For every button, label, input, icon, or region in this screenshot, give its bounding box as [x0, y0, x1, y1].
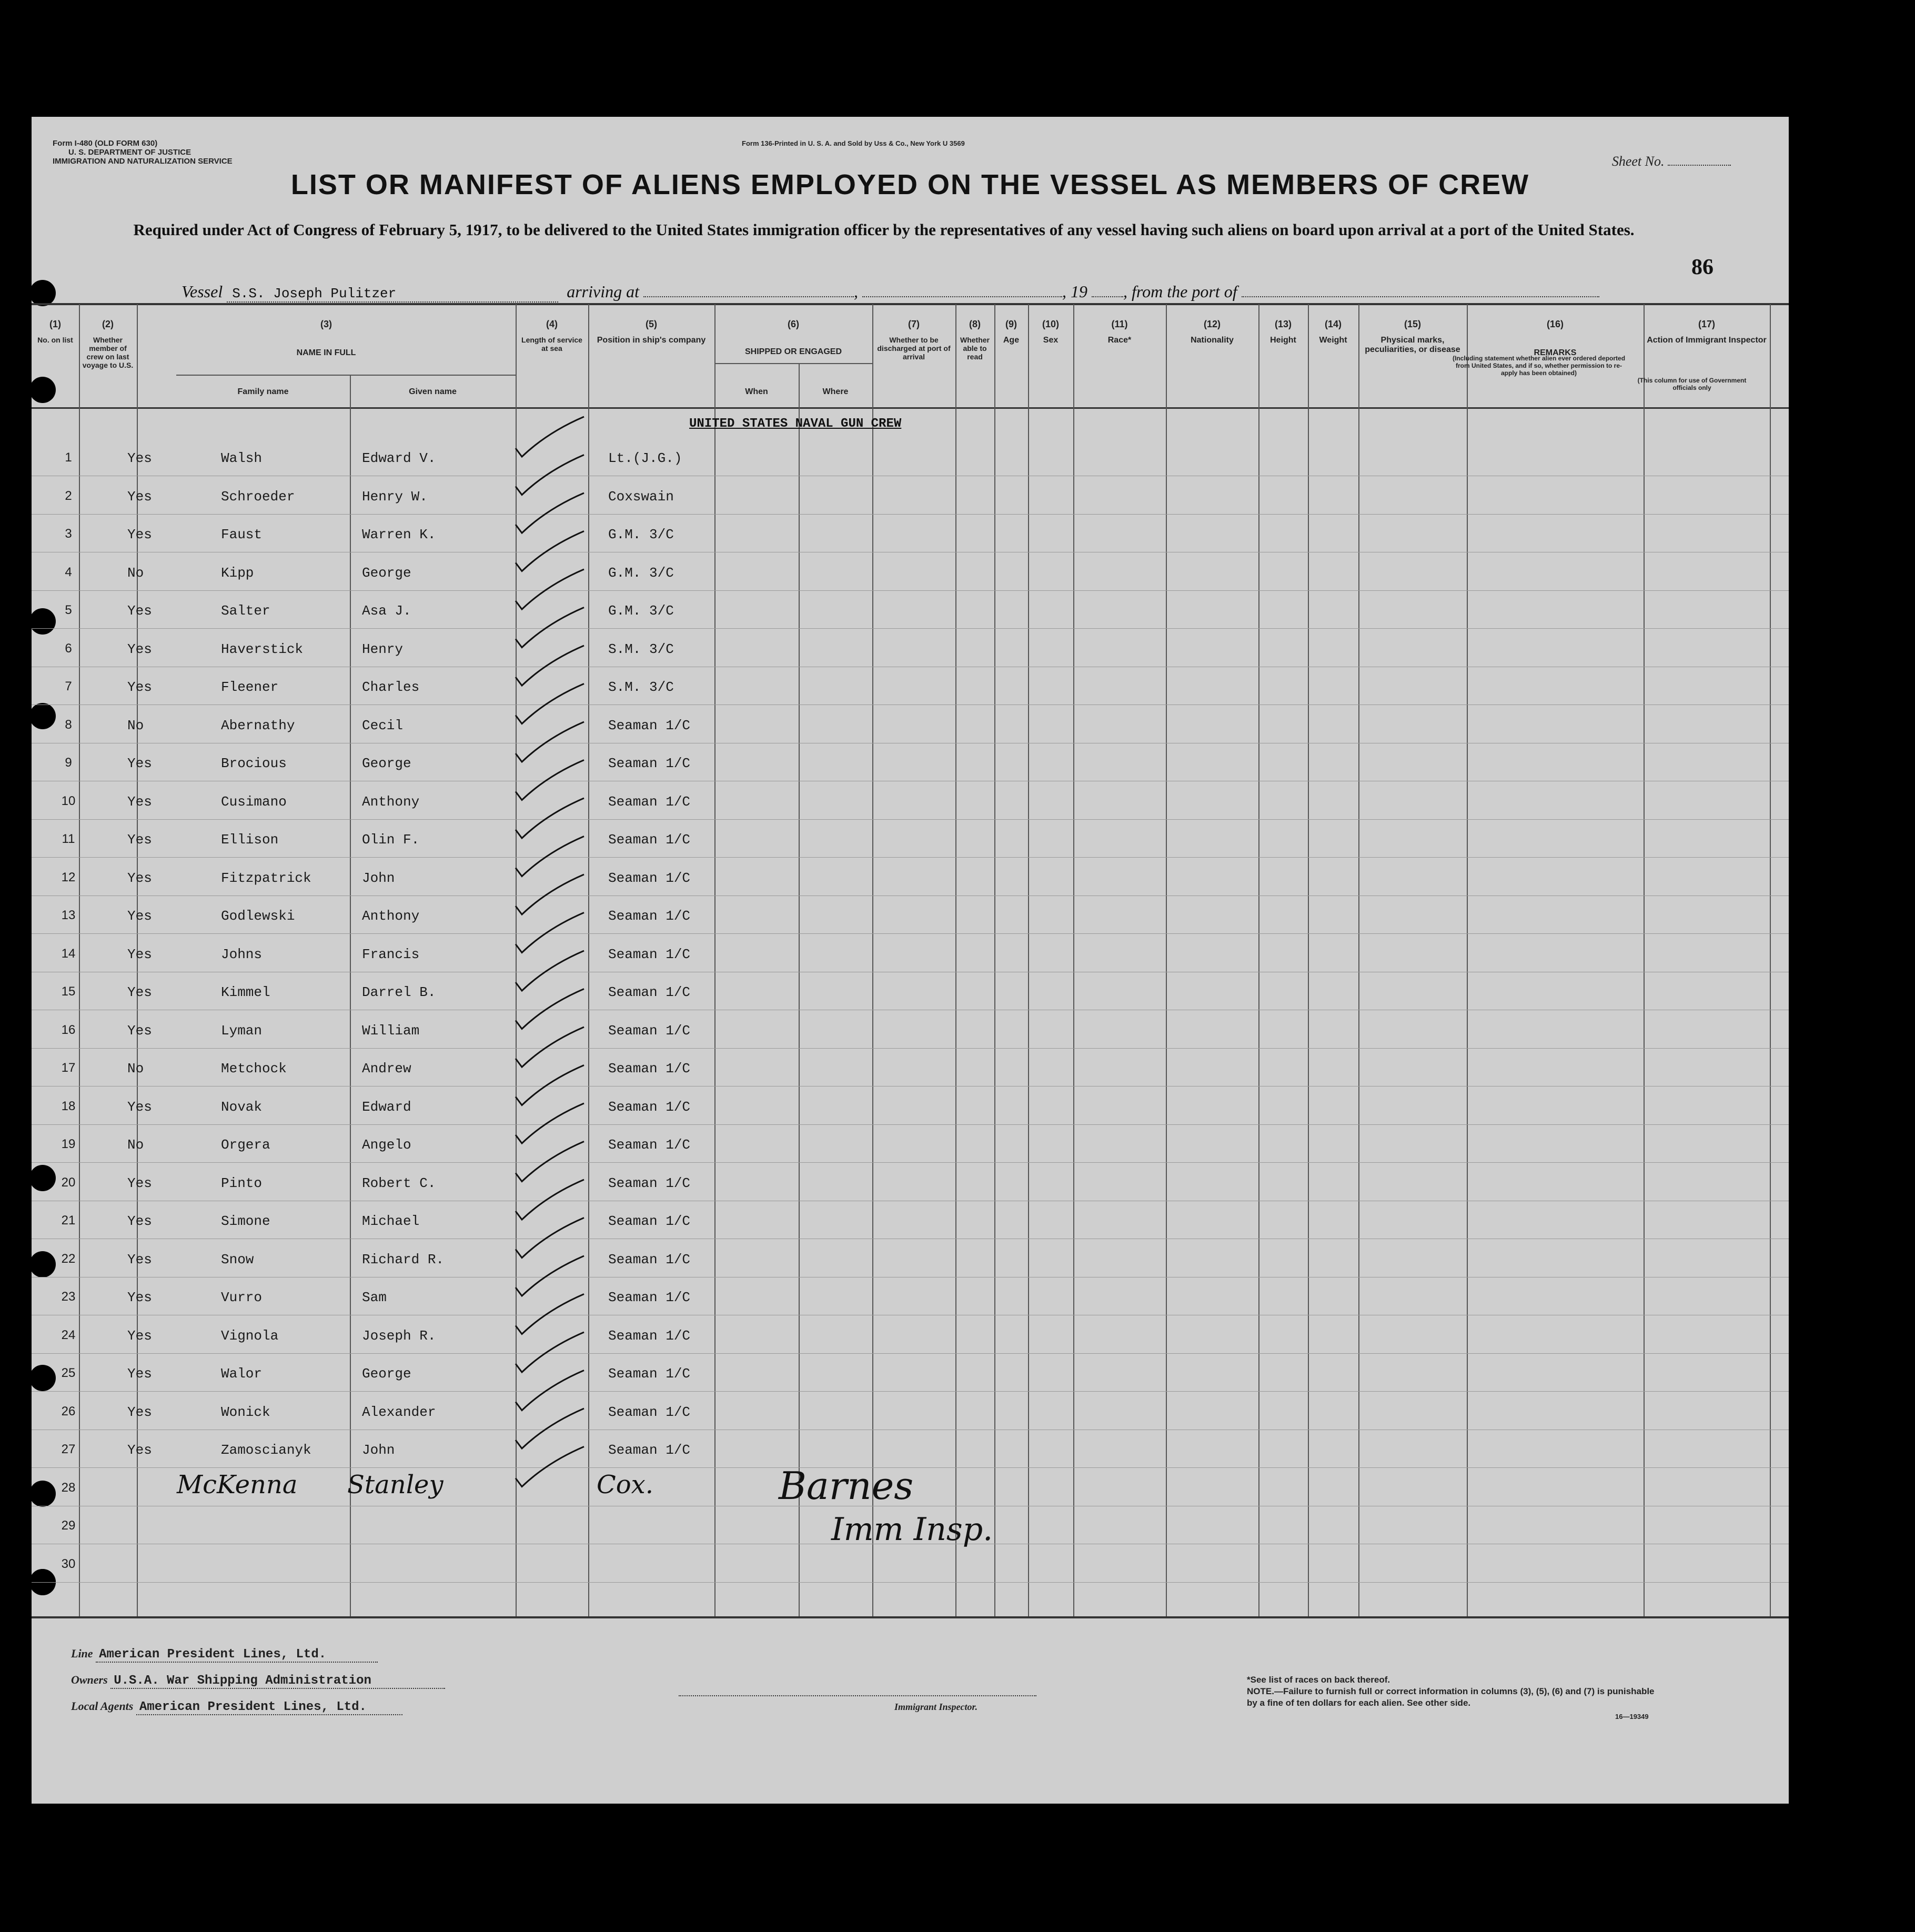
checkmark-icon — [516, 569, 584, 609]
family-name: Ellison — [221, 832, 279, 848]
row-number: 16 — [61, 1022, 76, 1037]
family-name: Kipp — [221, 565, 254, 581]
position: Cox. — [597, 1470, 653, 1500]
last-voyage-value: Yes — [127, 756, 152, 771]
row-number: 5 — [65, 603, 72, 617]
given-name: Henry — [362, 641, 404, 657]
given-name: Anthony — [362, 908, 420, 924]
row-number: 23 — [61, 1290, 76, 1304]
position: Seaman 1/C — [608, 1327, 691, 1344]
family-name: Abernathy — [221, 717, 295, 733]
checkmark-icon — [516, 684, 584, 724]
family-name: Zamoscianyk — [221, 1442, 311, 1458]
family-name: Lyman — [221, 1022, 263, 1039]
column-number: (12) — [1203, 319, 1221, 329]
position: Seaman 1/C — [608, 1404, 691, 1420]
crew-row — [32, 1545, 1789, 1584]
family-name: Novak — [221, 1099, 263, 1115]
column-number: (10) — [1042, 319, 1059, 329]
last-voyage-value: Yes — [127, 1290, 152, 1305]
column-header: NAME IN FULL — [296, 348, 356, 357]
agents-value: American President Lines, Ltd. — [136, 1700, 402, 1715]
given-name: Sam — [362, 1290, 387, 1305]
column-number: (4) — [546, 319, 558, 329]
position: Seaman 1/C — [608, 756, 691, 771]
position: Seaman 1/C — [608, 1061, 691, 1076]
crew-row — [32, 973, 1789, 1011]
given-name: Warren K. — [362, 527, 436, 542]
position: Seaman 1/C — [608, 832, 691, 848]
crew-row — [32, 554, 1789, 592]
column-header: Height — [1270, 336, 1296, 345]
page-number: 86 — [1691, 255, 1714, 279]
crew-row — [32, 744, 1789, 782]
family-name: Salter — [221, 603, 270, 619]
last-voyage-value: No — [127, 1137, 144, 1153]
position: Seaman 1/C — [608, 793, 691, 810]
position: Coxswain — [608, 488, 674, 505]
given-name: George — [362, 756, 411, 771]
last-voyage-value: Yes — [127, 1251, 152, 1267]
checkmark-icon — [516, 1027, 584, 1067]
position: Seaman 1/C — [608, 1251, 691, 1267]
family-name: Pinto — [221, 1175, 263, 1191]
row-number: 17 — [61, 1061, 76, 1075]
checkmark-icon — [516, 531, 584, 571]
family-name: Snow — [221, 1251, 254, 1267]
crew-row — [32, 1354, 1789, 1393]
last-voyage-value: Yes — [127, 793, 152, 810]
signature-line-1: Barnes — [779, 1464, 914, 1508]
column-number: (9) — [1005, 319, 1017, 329]
column-header: Age — [1003, 336, 1020, 345]
last-voyage-value: No — [127, 717, 144, 733]
given-name: George — [362, 1366, 411, 1382]
family-name: Haverstick — [221, 641, 304, 657]
arriving-label: arriving at — [567, 282, 639, 301]
crew-row — [32, 706, 1789, 744]
races-note: *See list of races on back thereof. — [1247, 1675, 1390, 1685]
crew-row — [32, 935, 1789, 973]
form-id-block — [53, 139, 233, 166]
last-voyage-value: Yes — [127, 641, 152, 657]
service-checkmarks — [473, 411, 631, 1595]
column-header: Nationality — [1191, 336, 1234, 345]
checkmark-icon — [516, 722, 584, 762]
given-name: Asa J. — [362, 603, 411, 619]
given-name: Richard R. — [362, 1251, 445, 1267]
row-number: 15 — [61, 984, 76, 999]
crew-row — [32, 591, 1789, 630]
last-voyage-value: Yes — [127, 1175, 152, 1191]
year-label: 19 — [1070, 282, 1087, 301]
column-header: REMARKS — [1534, 348, 1577, 357]
crew-row — [32, 1011, 1789, 1050]
crew-row — [32, 1278, 1789, 1316]
crew-row — [32, 859, 1789, 897]
crew-row — [32, 1164, 1789, 1202]
row-number: 13 — [61, 908, 76, 922]
form-title: LIST OR MANIFEST OF ALIENS EMPLOYED ON THE VESSEL AS MEMBERS OF CREW — [290, 169, 1530, 200]
last-voyage-value: Yes — [127, 870, 152, 886]
column-number: (11) — [1111, 319, 1128, 329]
family-name: McKenna — [177, 1470, 298, 1500]
position: Seaman 1/C — [608, 1099, 691, 1115]
position: Seaman 1/C — [608, 1175, 691, 1191]
checkmark-icon — [516, 913, 584, 953]
column-header: Action of Immigrant Inspector — [1647, 336, 1767, 345]
family-name: Metchock — [221, 1061, 287, 1076]
printer-note: Form 136-Printed in U. S. A. and Sold by Uss & Co., New York U 3569 — [742, 139, 965, 147]
position: Seaman 1/C — [608, 1137, 691, 1153]
last-voyage-value: Yes — [127, 450, 152, 466]
position: G.M. 3/C — [608, 527, 674, 542]
row-number: 22 — [61, 1251, 76, 1266]
column-number: (6) — [788, 319, 799, 329]
row-number: 2 — [65, 488, 72, 503]
row-number: 26 — [61, 1404, 76, 1418]
checkmark-icon — [516, 1408, 584, 1448]
row-number: 14 — [61, 946, 76, 961]
department-name: U. S. DEPARTMENT OF JUSTICE — [68, 148, 192, 157]
agents-label: Local Agents — [71, 1699, 134, 1713]
column-header: Whether to be discharged at port of arrival — [877, 336, 951, 361]
position: Seaman 1/C — [608, 946, 691, 962]
column-header: Physical marks, peculiarities, or disease — [1365, 336, 1460, 354]
position: Lt.(J.G.) — [608, 450, 682, 466]
given-name: William — [362, 1022, 420, 1039]
crew-row — [32, 1393, 1789, 1431]
given-name: Andrew — [362, 1061, 411, 1076]
port-label: from the port of — [1131, 282, 1237, 301]
family-name: Johns — [221, 946, 263, 962]
crew-row — [32, 1049, 1789, 1088]
manifest-sheet — [32, 117, 1789, 1804]
position: Seaman 1/C — [608, 870, 691, 886]
given-name: Michael — [362, 1213, 420, 1229]
given-name: Olin F. — [362, 832, 420, 848]
family-name: Kimmel — [221, 984, 270, 1000]
checkmark-icon — [516, 1294, 584, 1334]
given-name: Charles — [362, 679, 420, 695]
column-number: (2) — [102, 319, 114, 329]
checkmark-icon — [516, 493, 584, 533]
family-name: Orgera — [221, 1137, 270, 1153]
family-name: Faust — [221, 527, 263, 542]
family-name-header: Family name — [237, 387, 289, 396]
crew-row — [32, 515, 1789, 554]
position: G.M. 3/C — [608, 603, 674, 619]
row-number: 3 — [65, 527, 72, 541]
column-number: (15) — [1404, 319, 1421, 329]
inspector-caption: Immigrant Inspector. — [894, 1702, 978, 1712]
crew-row — [32, 439, 1789, 477]
position: G.M. 3/C — [608, 565, 674, 581]
column-header: Sex — [1043, 336, 1059, 345]
section-heading: UNITED STATES NAVAL GUN CREW — [689, 417, 902, 431]
checkmark-icon — [516, 1142, 584, 1182]
family-name: Vignola — [221, 1327, 279, 1344]
where-header: Where — [822, 387, 849, 396]
given-name: Edward — [362, 1099, 411, 1115]
position: Seaman 1/C — [608, 1442, 691, 1458]
row-number: 25 — [61, 1366, 76, 1380]
vessel-label: Vessel — [182, 282, 223, 301]
checkmark-icon — [516, 1065, 584, 1105]
position: Seaman 1/C — [608, 1022, 691, 1039]
inspector-signature — [694, 1464, 913, 1508]
given-name: Joseph R. — [362, 1327, 436, 1344]
position: Seaman 1/C — [608, 1290, 691, 1305]
column-number: (13) — [1274, 319, 1292, 329]
crew-row — [32, 1240, 1789, 1279]
last-voyage-value: Yes — [127, 984, 152, 1000]
given-name: Henry W. — [362, 488, 428, 505]
family-name: Cusimano — [221, 793, 287, 810]
given-name: Robert C. — [362, 1175, 436, 1191]
checkmark-icon — [516, 608, 584, 648]
column-number: (1) — [49, 319, 61, 329]
form-id: Form I-480 (OLD FORM 630) — [53, 139, 158, 148]
last-voyage-value: Yes — [127, 603, 152, 619]
crew-row — [32, 820, 1789, 859]
row-number: 1 — [65, 450, 72, 465]
family-name: Schroeder — [221, 488, 295, 505]
given-name: Angelo — [362, 1137, 411, 1153]
checkmark-icon — [516, 798, 584, 838]
row-number: 6 — [65, 641, 72, 656]
checkmark-icon — [516, 417, 584, 457]
crew-row — [32, 1125, 1789, 1164]
inspector-note: (This column for use of Government officials only — [1637, 377, 1747, 391]
row-number: 12 — [61, 870, 76, 884]
position: Seaman 1/C — [608, 717, 691, 733]
crew-row — [32, 668, 1789, 706]
column-number: (14) — [1324, 319, 1342, 329]
form-code: 16—19349 — [1615, 1713, 1649, 1720]
row-number: 11 — [62, 832, 75, 846]
given-name: John — [362, 1442, 395, 1458]
crew-row — [32, 477, 1789, 516]
given-name: Stanley — [347, 1470, 444, 1500]
checkmark-icon — [516, 1256, 584, 1296]
vessel-line: Vessel S.S. Joseph Pulitzer arriving at , , 19 , from the port of — [182, 282, 1599, 303]
position: Seaman 1/C — [608, 1213, 691, 1229]
checkmark-icon — [516, 1103, 584, 1143]
column-header: Length of service at sea — [521, 336, 582, 353]
last-voyage-value: Yes — [127, 946, 152, 962]
last-voyage-value: Yes — [127, 488, 152, 505]
sheet-number — [1612, 154, 1731, 169]
given-name: Francis — [362, 946, 420, 962]
given-name: Darrel B. — [362, 984, 436, 1000]
last-voyage-value: Yes — [127, 1099, 152, 1115]
column-number: (8) — [969, 319, 981, 329]
given-name: Alexander — [362, 1404, 436, 1420]
last-voyage-value: Yes — [127, 832, 152, 848]
row-number: 30 — [61, 1556, 76, 1571]
punch-hole — [32, 377, 56, 403]
vessel-name: S.S. Joseph Pulitzer — [227, 286, 558, 303]
row-number: 10 — [61, 793, 76, 808]
column-header: SHIPPED OR ENGAGED — [744, 347, 842, 356]
last-voyage-value: Yes — [127, 908, 152, 924]
row-number: 7 — [65, 679, 72, 693]
last-voyage-value: No — [127, 1061, 144, 1076]
last-voyage-value: Yes — [127, 1404, 152, 1420]
row-number: 8 — [65, 717, 72, 732]
checkmark-icon — [516, 455, 584, 495]
family-name: Simone — [221, 1213, 270, 1229]
checkmark-icon — [516, 951, 584, 991]
column-header: No. on list — [37, 336, 73, 344]
last-voyage-value: Yes — [127, 1213, 152, 1229]
form-subtitle: Required under Act of Congress of February 5, 1917, to be delivered to the United States immigration officer by the representatives of any vessel having such aliens on board upon arrival at a port of the United States. — [133, 220, 1635, 239]
footer-owners — [71, 1673, 445, 1689]
when-header: When — [745, 387, 768, 396]
crew-row — [32, 1088, 1789, 1126]
note-text: NOTE.—Failure to furnish full or correct information in columns (3), (5), (6) and (7) is punishable by a fine of ten dollars for each alien. See other side. — [1247, 1686, 1655, 1708]
column-number: (16) — [1546, 319, 1564, 329]
punch-hole — [32, 280, 56, 306]
owners-value: U.S.A. War Shipping Administration — [110, 1674, 445, 1689]
row-number: 18 — [61, 1099, 76, 1113]
column-number: (17) — [1698, 319, 1715, 329]
family-name: Fitzpatrick — [221, 870, 311, 886]
given-name: Edward V. — [362, 450, 436, 466]
row-number: 9 — [65, 756, 72, 770]
family-name: Wonick — [221, 1404, 270, 1420]
row-number: 28 — [61, 1480, 76, 1495]
crew-row — [32, 1202, 1789, 1240]
footer-agents — [71, 1699, 402, 1715]
remarks-note: (Including statement whether alien ever ordered deported from United States, and if so, whether permission to re-apply has been obtained) — [1452, 355, 1626, 377]
last-voyage-value: Yes — [127, 527, 152, 542]
position: S.M. 3/C — [608, 679, 674, 695]
line-value: American President Lines, Ltd. — [96, 1647, 378, 1663]
row-number: 20 — [61, 1175, 76, 1190]
owners-label: Owners — [71, 1673, 108, 1686]
last-voyage-value: Yes — [127, 679, 152, 695]
checkmark-icon — [516, 989, 584, 1029]
given-name: Anthony — [362, 793, 420, 810]
checkmark-icon — [516, 646, 584, 686]
checkmark-icon — [516, 1218, 584, 1258]
given-name-header: Given name — [409, 387, 457, 396]
row-number: 27 — [61, 1442, 76, 1456]
last-voyage-value: Yes — [127, 1442, 152, 1458]
checkmark-icon — [516, 1332, 584, 1372]
column-header: Position in ship's company — [597, 336, 706, 345]
checkmark-icon — [516, 1180, 584, 1220]
crew-row — [32, 630, 1789, 668]
last-voyage-value: Yes — [127, 1327, 152, 1344]
family-name: Vurro — [221, 1290, 263, 1305]
checkmark-icon — [516, 874, 584, 914]
position: Seaman 1/C — [608, 1366, 691, 1382]
row-number: 21 — [61, 1213, 76, 1227]
column-header: Whether member of crew on last voyage to U.S. — [82, 336, 134, 369]
given-name: John — [362, 870, 395, 886]
line-label: Line — [71, 1647, 93, 1660]
crew-row — [32, 1316, 1789, 1355]
column-header: Race* — [1107, 336, 1132, 345]
signature-line-2: Imm Insp. — [831, 1511, 993, 1548]
family-name: Brocious — [221, 756, 287, 771]
position: S.M. 3/C — [608, 641, 674, 657]
footer-line — [71, 1647, 378, 1663]
crew-row — [32, 897, 1789, 935]
row-number: 4 — [65, 565, 72, 579]
column-number: (3) — [320, 319, 332, 329]
crew-row — [32, 782, 1789, 821]
column-number: (5) — [646, 319, 657, 329]
service-name: IMMIGRATION AND NATURALIZATION SERVICE — [53, 157, 233, 166]
row-number: 24 — [61, 1327, 76, 1342]
column-header: Whether able to read — [960, 336, 990, 361]
checkmark-icon — [516, 760, 584, 800]
checkmark-icon — [516, 837, 584, 877]
sheet-number-label: Sheet No. — [1611, 154, 1665, 169]
column-header: Weight — [1319, 336, 1347, 345]
position: Seaman 1/C — [608, 908, 691, 924]
family-name: Walor — [221, 1366, 263, 1382]
last-voyage-value: Yes — [127, 1022, 152, 1039]
footer-note — [1247, 1674, 1657, 1709]
row-number: 19 — [61, 1137, 76, 1151]
last-voyage-value: Yes — [127, 1366, 152, 1382]
checkmark-icon — [516, 1447, 584, 1487]
last-voyage-value: No — [127, 565, 144, 581]
given-name: George — [362, 565, 411, 581]
given-name: Cecil — [362, 717, 404, 733]
checkmark-icon — [516, 1371, 584, 1411]
column-number: (7) — [908, 319, 920, 329]
family-name: Walsh — [221, 450, 263, 466]
family-name: Fleener — [221, 679, 279, 695]
family-name: Godlewski — [221, 908, 295, 924]
position: Seaman 1/C — [608, 984, 691, 1000]
row-number: 29 — [61, 1518, 76, 1533]
